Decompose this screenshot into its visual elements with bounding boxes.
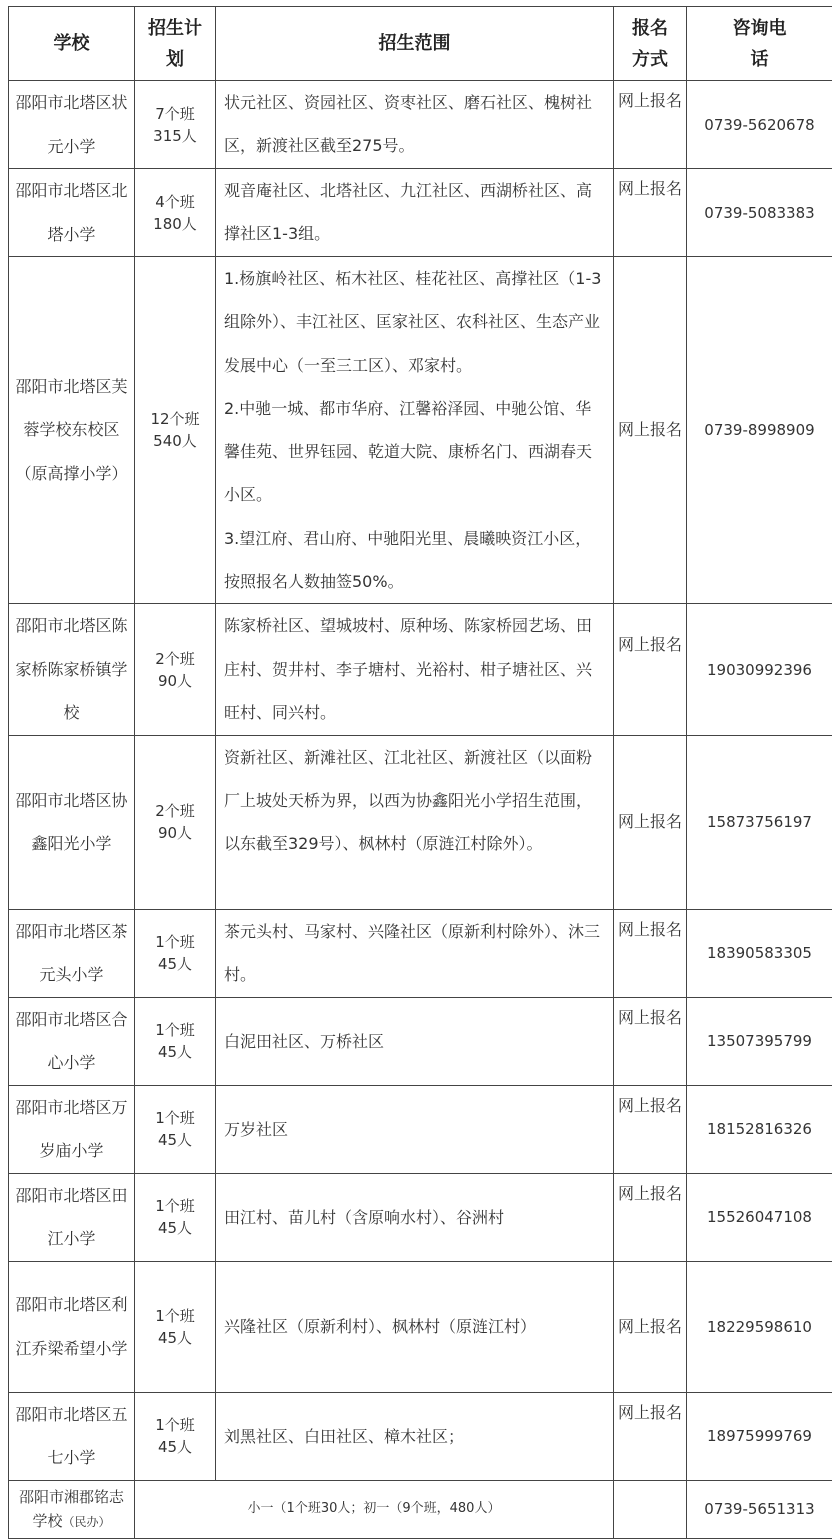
scope-item: 3.望江府、君山府、中驰阳光里、晨曦映资江小区，按照报名人数抽签50%。 (224, 517, 605, 604)
registration-method (614, 1480, 687, 1538)
school-name: 邵阳市北塔区北塔小学 (9, 169, 135, 257)
plan-classes: 7个班 (155, 105, 195, 123)
school-name: 邵阳市北塔区利江乔梁希望小学 (9, 1261, 135, 1392)
school-name: 邵阳市北塔区芙蓉学校东校区（原高撑小学） (9, 257, 135, 604)
enrollment-plan (135, 1261, 216, 1392)
header-school: 学校 (9, 7, 135, 81)
school-name: 邵阳市北塔区茶元头小学 (9, 909, 135, 997)
contact-phone: 15873756197 (687, 735, 832, 909)
plan-classes: 2个班 (155, 650, 195, 668)
table-row (9, 997, 832, 1085)
school-name: 邵阳市北塔区协鑫阳光小学 (9, 735, 135, 909)
contact-phone: 15526047108 (687, 1173, 832, 1261)
enrollment-plan (135, 735, 216, 909)
registration-method: 网上报名 (614, 1261, 687, 1392)
enrollment-scope: 田江村、苗儿村（含原响水村）、谷洲村 (216, 1173, 614, 1261)
registration-method: 网上报名 (614, 997, 687, 1085)
plan-students: 180人 (153, 215, 197, 233)
enrollment-scope: 观音庵社区、北塔社区、九江社区、西湖桥社区、高撑社区1-3组。 (216, 169, 614, 257)
table-row (9, 81, 832, 169)
contact-phone: 19030992396 (687, 604, 832, 736)
registration-method: 网上报名 (614, 169, 687, 257)
contact-phone: 18152816326 (687, 1085, 832, 1173)
plan-students: 45人 (158, 1219, 192, 1237)
plan-classes: 1个班 (155, 1021, 195, 1039)
enrollment-plan (135, 169, 216, 257)
enrollment-table (8, 6, 832, 1539)
enrollment-plan (135, 1173, 216, 1261)
table-row (9, 909, 832, 997)
school-name: 邵阳市北塔区田江小学 (9, 1173, 135, 1261)
school-type-note: （民办） (63, 1515, 111, 1529)
header-phone: 咨询电话 (687, 7, 832, 81)
enrollment-scope: 资新社区、新滩社区、江北社区、新渡社区（以面粉厂上坡处天桥为界，以西为协鑫阳光小学招生范围，以东截至329号）、枫林村（原涟江村除外）。 (216, 735, 614, 909)
plan-classes: 1个班 (155, 1416, 195, 1434)
registration-method: 网上报名 (614, 604, 687, 736)
contact-phone: 0739-5651313 (687, 1480, 832, 1538)
plan-students: 45人 (158, 1131, 192, 1149)
plan-students: 90人 (158, 824, 192, 842)
enrollment-scope: 状元社区、资园社区、资枣社区、磨石社区、槐树社区，新渡社区截至275号。 (216, 81, 614, 169)
table-row (9, 1085, 832, 1173)
plan-students: 45人 (158, 1329, 192, 1347)
contact-phone: 0739-5620678 (687, 81, 832, 169)
registration-method: 网上报名 (614, 735, 687, 909)
table-row (9, 1173, 832, 1261)
contact-phone: 18390583305 (687, 909, 832, 997)
contact-phone: 0739-8998909 (687, 257, 832, 604)
header-method: 报名方式 (614, 7, 687, 81)
plan-students: 540人 (153, 432, 197, 450)
enrollment-scope (216, 257, 614, 604)
registration-method: 网上报名 (614, 1085, 687, 1173)
header-plan: 招生计划 (135, 7, 216, 81)
enrollment-plan (135, 604, 216, 736)
enrollment-plan (135, 257, 216, 604)
school-name: 邵阳市北塔区状元小学 (9, 81, 135, 169)
registration-method: 网上报名 (614, 81, 687, 169)
plan-students: 315人 (153, 127, 197, 145)
contact-phone: 0739-5083383 (687, 169, 832, 257)
contact-phone: 13507395799 (687, 997, 832, 1085)
enrollment-scope: 万岁社区 (216, 1085, 614, 1173)
registration-method: 网上报名 (614, 257, 687, 604)
scope-item: 2.中驰一城、都市华府、江馨裕泽园、中驰公馆、华馨佳苑、世界钰园、乾道大院、康桥名门、西湖春天小区。 (224, 387, 605, 517)
plan-classes: 2个班 (155, 802, 195, 820)
enrollment-scope: 陈家桥社区、望城坡村、原种场、陈家桥园艺场、田庄村、贺井村、李子塘村、光裕村、柑子塘社区、兴旺村、同兴村。 (216, 604, 614, 736)
school-name: 邵阳市北塔区陈家桥陈家桥镇学校 (9, 604, 135, 736)
school-name: 邵阳市北塔区五七小学 (9, 1392, 135, 1480)
scope-item: 1.杨旗岭社区、柘木社区、桂花社区、高撑社区（1-3组除外）、丰江社区、匡家社区、农科社区、生态产业发展中心（一至三工区）、邓家村。 (224, 257, 605, 387)
header-scope: 招生范围 (216, 7, 614, 81)
table-header-row (9, 7, 832, 81)
school-name: 邵阳市北塔区万岁庙小学 (9, 1085, 135, 1173)
enrollment-scope: 白泥田社区、万桥社区 (216, 997, 614, 1085)
enrollment-plan (135, 1392, 216, 1480)
plan-classes: 1个班 (155, 1307, 195, 1325)
enrollment-plan-scope: 小一（1个班30人；初一（9个班，480人） (135, 1480, 614, 1538)
enrollment-plan (135, 997, 216, 1085)
registration-method: 网上报名 (614, 909, 687, 997)
table-row (9, 257, 832, 604)
contact-phone: 18229598610 (687, 1261, 832, 1392)
enrollment-scope: 刘黑社区、白田社区、樟木社区； (216, 1392, 614, 1480)
table-row (9, 1480, 832, 1538)
enrollment-scope: 茶元头村、马家村、兴隆社区（原新利村除外）、沐三村。 (216, 909, 614, 997)
plan-students: 45人 (158, 955, 192, 973)
plan-classes: 1个班 (155, 1197, 195, 1215)
plan-classes: 4个班 (155, 193, 195, 211)
plan-classes: 12个班 (150, 410, 199, 428)
registration-method: 网上报名 (614, 1173, 687, 1261)
plan-classes: 1个班 (155, 1109, 195, 1127)
school-name (9, 1480, 135, 1538)
enrollment-plan (135, 909, 216, 997)
enrollment-plan (135, 81, 216, 169)
registration-method: 网上报名 (614, 1392, 687, 1480)
plan-students: 90人 (158, 672, 192, 690)
contact-phone: 18975999769 (687, 1392, 832, 1480)
enrollment-plan (135, 1085, 216, 1173)
table-row (9, 1392, 832, 1480)
school-name-text: 邵阳市湘郡铭志学校 (19, 1488, 124, 1530)
school-name: 邵阳市北塔区合心小学 (9, 997, 135, 1085)
enrollment-scope: 兴隆社区（原新利村）、枫林村（原涟江村） (216, 1261, 614, 1392)
plan-students: 45人 (158, 1438, 192, 1456)
table-row (9, 735, 832, 909)
plan-classes: 1个班 (155, 933, 195, 951)
table-row (9, 1261, 832, 1392)
plan-students: 45人 (158, 1043, 192, 1061)
table-row (9, 169, 832, 257)
table-row (9, 604, 832, 736)
